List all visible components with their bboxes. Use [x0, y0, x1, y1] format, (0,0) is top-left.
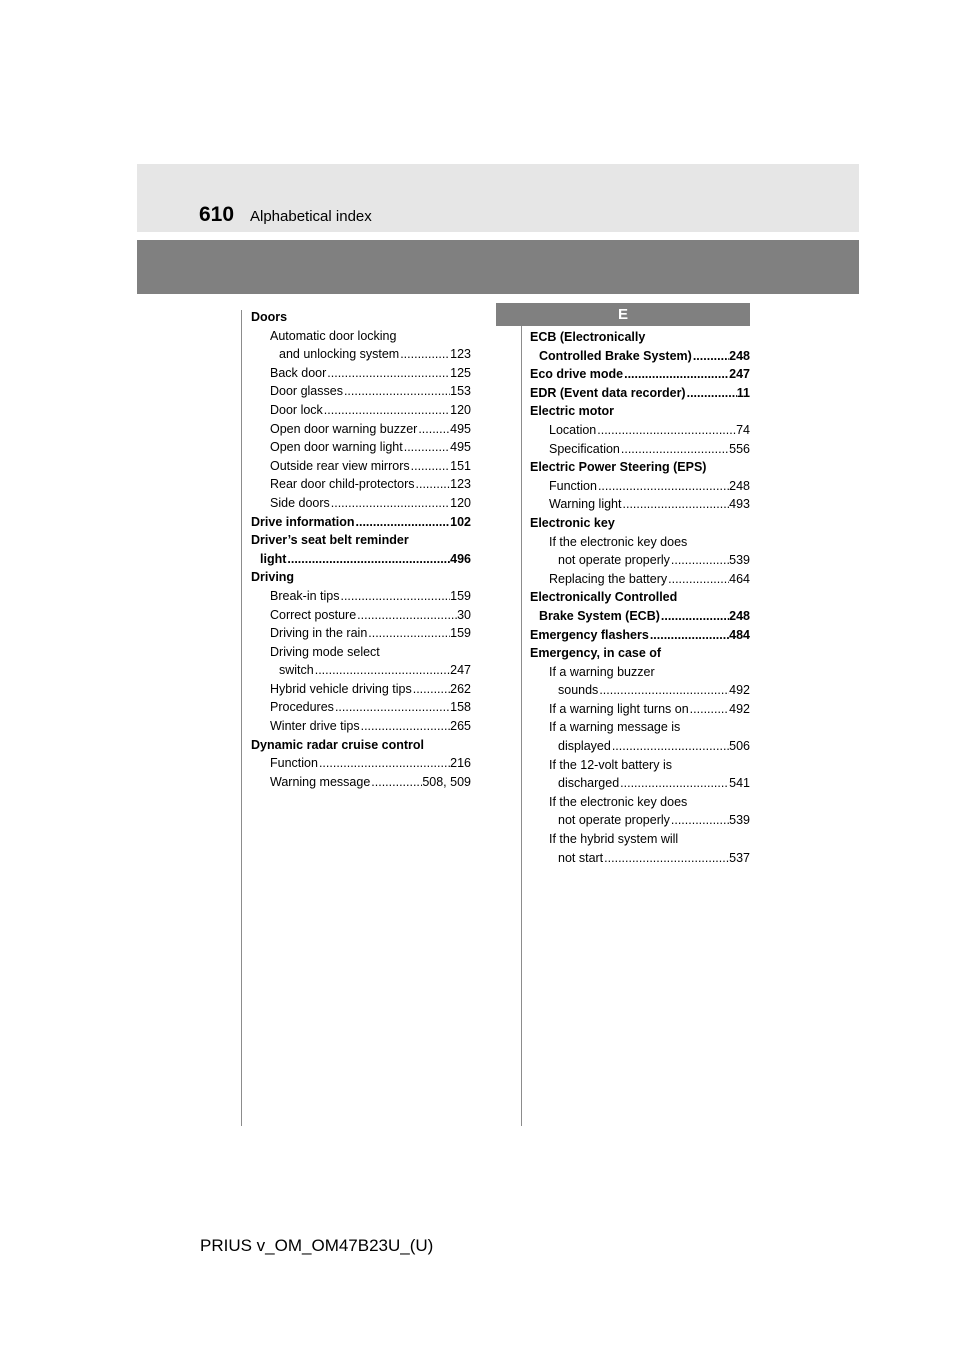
- index-entry: [530, 440, 750, 459]
- index-entry-text: If a warning buzzer: [549, 664, 655, 679]
- index-entry-text: Back door: [270, 365, 327, 380]
- index-entry: [251, 438, 471, 457]
- header-band: [137, 164, 859, 232]
- index-entry-text: Correct posture: [270, 607, 357, 622]
- leader-dots: [598, 681, 729, 700]
- index-entry-page: 123: [450, 477, 471, 492]
- index-entry-page: 508, 509: [422, 774, 471, 789]
- leader-dots: [339, 587, 450, 606]
- index-entry-text: Function: [549, 478, 597, 493]
- index-entry: [530, 495, 750, 514]
- index-entry-page: 74: [736, 422, 750, 437]
- index-entry: [530, 681, 750, 700]
- index-entry-page: 120: [450, 402, 471, 417]
- index-entry-text: Replacing the battery: [549, 571, 668, 586]
- leader-dots: [620, 440, 729, 459]
- index-entry-text: Emergency flashers: [530, 627, 649, 642]
- leader-dots: [622, 495, 730, 514]
- leader-dots: [370, 773, 422, 792]
- index-entry-page: 506: [729, 739, 750, 754]
- index-entry-text: Open door warning buzzer: [270, 421, 418, 436]
- index-entry: [251, 624, 471, 643]
- leader-dots: [619, 774, 729, 793]
- index-entry-page: 262: [450, 681, 471, 696]
- index-entry-page: 539: [729, 813, 750, 828]
- index-entry-text: Hybrid vehicle driving tips: [270, 681, 412, 696]
- leader-dots: [670, 811, 729, 830]
- index-entry: [251, 680, 471, 699]
- index-entry-text: Open door warning light: [270, 440, 403, 455]
- index-entry-text: Side doors: [270, 495, 330, 510]
- index-entry-page: 248: [729, 478, 750, 493]
- index-entry: [530, 514, 750, 533]
- index-entry-text: Controlled Brake System): [539, 348, 692, 363]
- index-entry-page: 495: [450, 421, 471, 436]
- index-entry-text: and unlocking system: [279, 347, 400, 362]
- index-entry: [530, 588, 750, 607]
- index-entry-text: not start: [558, 850, 604, 865]
- leader-dots: [334, 698, 450, 717]
- index-entry-text: Specification: [549, 441, 620, 456]
- index-entry: [530, 811, 750, 830]
- index-entry-text: Electronic key: [530, 515, 615, 530]
- leader-dots: [611, 737, 729, 756]
- index-entry: [530, 533, 750, 552]
- index-entry-text: Emergency, in case of: [530, 646, 662, 661]
- index-entry: [251, 736, 471, 755]
- index-entry: [251, 513, 471, 532]
- index-entry-page: 159: [450, 588, 471, 603]
- index-entry: [251, 717, 471, 736]
- index-entry: [530, 570, 750, 589]
- section-letter-bar: E: [496, 303, 750, 326]
- index-entry-text: not operate properly: [558, 553, 670, 568]
- leader-dots: [689, 700, 729, 719]
- index-entry: [251, 531, 471, 550]
- leader-dots: [667, 570, 729, 589]
- index-entry-text: Electric Power Steering (EPS): [530, 460, 707, 475]
- index-entry: [251, 401, 471, 420]
- index-entry-page: 11: [736, 385, 750, 400]
- index-entry-page: 248: [729, 608, 750, 623]
- index-entry: [530, 384, 750, 403]
- leader-dots: [399, 345, 450, 364]
- index-entry-text: Driving in the rain: [270, 626, 368, 641]
- index-entry: [530, 421, 750, 440]
- index-entry-page: 484: [729, 627, 750, 642]
- index-entry-text: Warning light: [549, 497, 622, 512]
- index-entry-page: 539: [729, 553, 750, 568]
- index-entry: [530, 700, 750, 719]
- index-entry: [530, 663, 750, 682]
- index-entry: [530, 793, 750, 812]
- index-entry-page: 247: [729, 367, 750, 382]
- leader-dots: [323, 401, 450, 420]
- leader-dots: [649, 626, 729, 645]
- page-number: 610: [199, 203, 235, 226]
- index-entry: [530, 365, 750, 384]
- leader-dots: [660, 607, 729, 626]
- leader-dots: [692, 347, 729, 366]
- index-entry: [251, 475, 471, 494]
- index-entry-page: 247: [450, 663, 471, 678]
- index-entry-page: 30: [457, 607, 471, 622]
- leader-dots: [417, 420, 450, 439]
- index-entry: [251, 606, 471, 625]
- leader-dots: [343, 382, 450, 401]
- index-entry-text: light: [260, 551, 287, 566]
- leader-dots: [596, 421, 736, 440]
- leader-dots: [286, 550, 450, 569]
- index-entry-page: 537: [729, 850, 750, 865]
- index-entry-page: 493: [729, 497, 750, 512]
- leader-dots: [415, 475, 451, 494]
- index-entry-text: Door glasses: [270, 384, 343, 399]
- index-entry: [530, 458, 750, 477]
- index-entry: [251, 661, 471, 680]
- leader-dots: [318, 754, 450, 773]
- header-dark-band: [137, 240, 859, 294]
- index-entry-text: Dynamic radar cruise control: [251, 737, 424, 752]
- index-entry: [251, 457, 471, 476]
- index-entry-text: Electronically Controlled: [530, 590, 678, 605]
- index-entry-page: 492: [729, 701, 750, 716]
- index-entry-page: 120: [450, 495, 471, 510]
- index-entry-text: If the electronic key does: [549, 794, 688, 809]
- index-entry-page: 153: [450, 384, 471, 399]
- index-entry-page: 464: [729, 571, 750, 586]
- index-entry-text: Warning message: [270, 774, 371, 789]
- index-entry: [251, 568, 471, 587]
- index-entry: [530, 626, 750, 645]
- index-entry-text: If a warning message is: [549, 720, 681, 735]
- index-entry: [530, 477, 750, 496]
- document-code: PRIUS v_OM_OM47B23U_(U): [200, 1236, 434, 1255]
- index-entry-text: Location: [549, 422, 597, 437]
- index-entry: [251, 345, 471, 364]
- index-entry-text: Driving: [251, 570, 295, 585]
- index-entry-page: 151: [450, 458, 471, 473]
- leader-dots: [623, 365, 729, 384]
- index-entry: [530, 347, 750, 366]
- index-entry-text: Break-in tips: [270, 588, 340, 603]
- index-entry: [251, 327, 471, 346]
- index-entry: [251, 494, 471, 513]
- index-entry: [251, 643, 471, 662]
- index-entry: [530, 328, 750, 347]
- leader-dots: [367, 624, 450, 643]
- index-entry-page: 496: [450, 551, 471, 566]
- index-entry-text: Eco drive mode: [530, 367, 624, 382]
- leader-dots: [314, 661, 450, 680]
- index-entry: [530, 551, 750, 570]
- index-entry-text: Automatic door locking: [270, 328, 397, 343]
- index-entry-page: 556: [729, 441, 750, 456]
- index-entry-text: EDR (Event data recorder): [530, 385, 686, 400]
- index-entry-page: 541: [729, 776, 750, 791]
- index-entry: [530, 402, 750, 421]
- index-entry-text: not operate properly: [558, 813, 670, 828]
- index-entry: [530, 607, 750, 626]
- column-rule-left: [241, 310, 242, 1126]
- leader-dots: [410, 457, 451, 476]
- section-title: Alphabetical index: [250, 208, 372, 225]
- index-entry: [251, 698, 471, 717]
- index-entry-text: Door lock: [270, 402, 323, 417]
- index-entry-text: Outside rear view mirrors: [270, 458, 410, 473]
- index-entry: [251, 420, 471, 439]
- leader-dots: [670, 551, 729, 570]
- index-entry-page: 125: [450, 365, 471, 380]
- index-entry-text: Procedures: [270, 700, 334, 715]
- index-entry-text: ECB (Electronically: [530, 330, 646, 344]
- index-column-right: [530, 328, 750, 867]
- leader-dots: [597, 477, 729, 496]
- index-entry: [530, 830, 750, 849]
- index-entry-text: If the hybrid system will: [549, 832, 679, 847]
- index-entry-page: 492: [729, 683, 750, 698]
- leader-dots: [356, 606, 457, 625]
- leader-dots: [326, 364, 450, 383]
- index-entry: [530, 774, 750, 793]
- index-entry-text: Driver’s seat belt reminder: [251, 533, 409, 548]
- leader-dots: [686, 384, 737, 403]
- index-entry: [530, 644, 750, 663]
- index-entry-page: 495: [450, 440, 471, 455]
- leader-dots: [360, 717, 451, 736]
- index-entry-page: 265: [450, 719, 471, 734]
- index-entry-text: switch: [279, 663, 314, 678]
- index-entry-text: Drive information: [251, 514, 355, 529]
- index-entry-page: 102: [450, 514, 471, 529]
- index-entry-page: 159: [450, 626, 471, 641]
- index-entry-text: If the 12-volt battery is: [549, 757, 672, 772]
- index-entry: [251, 754, 471, 773]
- leader-dots: [330, 494, 450, 513]
- index-entry-text: sounds: [558, 683, 599, 698]
- index-entry-text: Winter drive tips: [270, 719, 360, 734]
- index-entry-text: Brake System (ECB): [539, 608, 660, 623]
- index-entry-text: Electric motor: [530, 404, 615, 419]
- column-rule-middle: [521, 310, 522, 1126]
- index-entry-text: If the electronic key does: [549, 534, 688, 549]
- index-entry: [251, 308, 471, 327]
- index-entry-text: discharged: [558, 776, 620, 791]
- leader-dots: [355, 513, 451, 532]
- index-entry: [530, 756, 750, 775]
- index-entry-text: displayed: [558, 739, 611, 754]
- index-entry-page: 158: [450, 700, 471, 715]
- index-entry: [530, 718, 750, 737]
- index-entry: [251, 773, 471, 792]
- index-entry-text: Function: [270, 756, 318, 771]
- index-entry-page: 123: [450, 347, 471, 362]
- index-entry: [251, 382, 471, 401]
- index-entry-text: Doors: [251, 310, 288, 324]
- leader-dots: [403, 438, 450, 457]
- index-entry-page: 216: [450, 756, 471, 771]
- index-entry: [251, 364, 471, 383]
- leader-dots: [603, 849, 729, 868]
- index-entry: [530, 737, 750, 756]
- index-entry: [251, 587, 471, 606]
- index-column-left: [251, 308, 471, 791]
- index-entry-text: If a warning light turns on: [549, 701, 689, 716]
- leader-dots: [412, 680, 450, 699]
- index-entry: [251, 550, 471, 569]
- index-entry-page: 248: [729, 348, 750, 363]
- index-entry-text: Driving mode select: [270, 644, 380, 659]
- index-entry: [530, 849, 750, 868]
- index-entry-text: Rear door child-protectors: [270, 477, 415, 492]
